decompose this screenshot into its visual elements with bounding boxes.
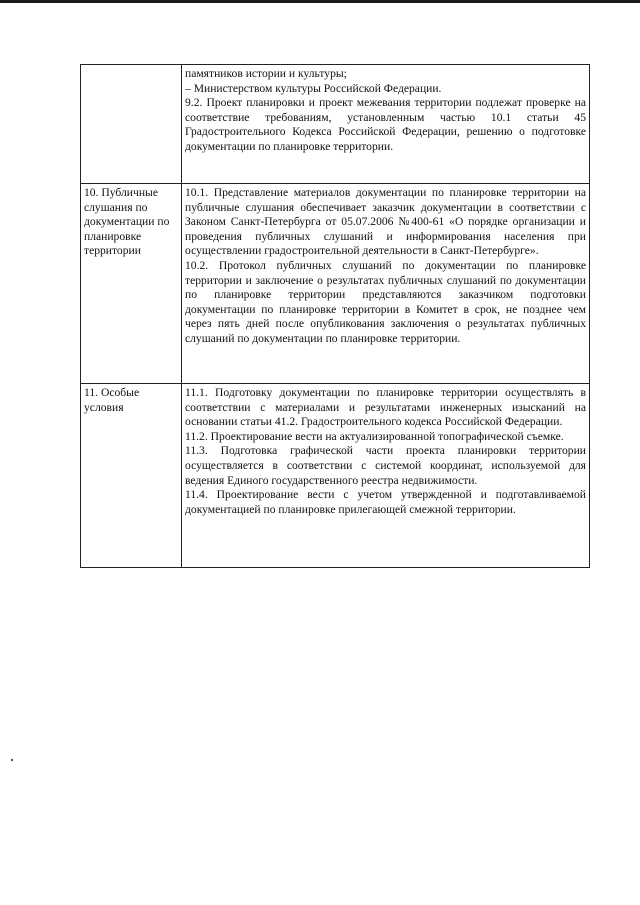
paragraph: 10.1. Представление материалов документации по планировке территории на публичные слушания обеспечивает заказчик документации в соответствии с Законом Санкт-Петербурга от 05.07.2006 №400-61 «О порядке организации и проведения публичных слушаний и информирования населения при осуществлении градостроительной деятельности в Санкт-Петербурге». xyxy=(185,186,586,258)
scan-artifact-dot xyxy=(11,759,13,761)
row-content xyxy=(182,184,590,384)
table-row xyxy=(81,384,590,568)
paragraph: 9.2. Проект планировки и проект межевания территории подлежат проверке на соответствие требованиям, установленным частью 10.1 статьи 45 Градостроительного Кодекса Российской Федерации, решению о подготовке документации по планировке территории. xyxy=(185,96,586,153)
row-content xyxy=(182,65,590,184)
paragraph: 11.4. Проектирование вести с учетом утвержденной и подготавливаемой документацией по планировке прилегающей смежной территории. xyxy=(185,488,586,516)
row-content xyxy=(182,384,590,568)
table-row xyxy=(81,65,590,184)
row-label xyxy=(81,65,182,184)
row-label: 10. Публичные слушания по документации по планировке территории xyxy=(81,184,182,384)
paragraph: памятников истории и культуры; xyxy=(185,67,347,80)
paragraph: – Министерством культуры Российской Федерации. xyxy=(185,81,442,95)
paragraph: 11.3. Подготовка графической части проекта планировки территории осуществляется в соответствии с системой координат, используемой для ведения Единого государственного реестра недвижимости. xyxy=(185,444,586,487)
table-row xyxy=(81,184,590,384)
paragraph: 11.1. Подготовку документации по планировке территории осуществлять в соответствии с материалами и результатами инженерных изысканий на основании статьи 41.2. Градостроительного кодекса Российской Федерации. xyxy=(185,386,586,429)
requirements-table xyxy=(80,64,590,568)
paragraph: 11.2. Проектирование вести на актуализированной топографической съемке. xyxy=(185,429,564,443)
top-border-line xyxy=(0,0,640,3)
row-label: 11. Особые условия xyxy=(81,384,182,568)
paragraph: 10.2. Протокол публичных слушаний по документации по планировке территории и заключение о результатах публичных слушаний по документации по планировке территории представляются заказчиком подготовки документации по планировке территории в Комитет в срок, не позднее чем через пять дней после опубликования заключения о результатах публичных слушаний по документации по планировке территории. xyxy=(185,258,586,345)
